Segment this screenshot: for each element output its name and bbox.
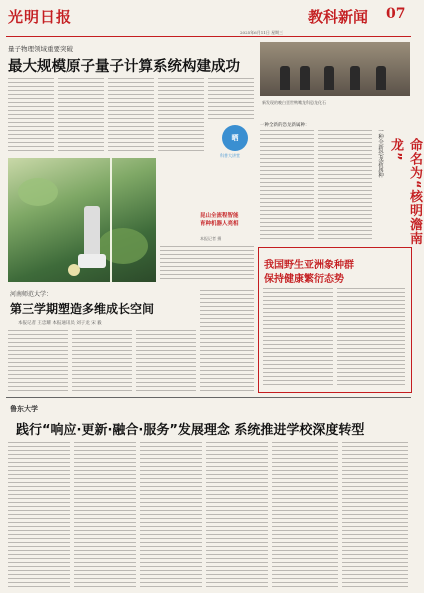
lead-kicker: 量子物理领域重要突破 xyxy=(8,45,73,53)
dinosaur-photo-caption: 新发现的晚白垩世鸭嘴龙科恐龙化石 xyxy=(262,100,326,105)
elephant-headline-line1: 我国野生亚洲象种群 xyxy=(264,260,354,271)
bottom-body-col5 xyxy=(272,442,338,588)
mid-body-col2 xyxy=(72,330,132,392)
mid-body-col3 xyxy=(136,330,196,392)
photo-side-text xyxy=(160,246,254,282)
section-title: 教科新闻 xyxy=(308,8,369,26)
mid-kicker: 河南师范大学： xyxy=(10,291,53,298)
mid-byline: 本报记者 王忠耀 本报通讯员 刘子龙 宋 毅 xyxy=(18,321,102,326)
bottom-body-col4 xyxy=(206,442,268,588)
lead-body-col2 xyxy=(58,78,104,154)
mid-body-col4 xyxy=(200,290,254,392)
bottom-body-col6 xyxy=(342,442,408,588)
lead-body-col1 xyxy=(8,78,54,154)
lead-body-col4 xyxy=(158,78,204,154)
dinosaur-vertical-headline: 一种全新恐龙新属种 命名为“核明澹南龙” xyxy=(377,128,422,246)
mid-body-col1 xyxy=(8,330,68,392)
lead-body-col3 xyxy=(108,78,154,154)
elephant-body-col1 xyxy=(263,288,333,386)
lead-body-col5 xyxy=(208,78,254,122)
bottom-body-col3 xyxy=(140,442,202,588)
photo-credit: 本报记者 摄 xyxy=(200,236,222,241)
dateline: 2025年6月11日 星期三 xyxy=(240,30,284,35)
masthead: 光明日报 xyxy=(8,8,73,26)
elephant-headline-line2: 保持健康繁衍态势 xyxy=(264,274,344,285)
lead-headline[interactable]: 最大规模原子量子计算系统构建成功 xyxy=(8,59,240,75)
bottom-headline[interactable]: 践行“响应·更新·融合·服务”发展理念 系统推进学校深度转型 xyxy=(16,423,365,438)
bottom-body-col2 xyxy=(74,442,136,588)
elephant-body-col2 xyxy=(337,288,405,386)
dinosaur-kicker: 一种全新的恐龙新属种： xyxy=(260,123,310,128)
science-badge: 晒 xyxy=(222,125,248,151)
robot-photo xyxy=(8,158,156,282)
mid-headline[interactable]: 第三学期塑造多维成长空间 xyxy=(10,302,155,316)
bottom-body-col1 xyxy=(8,442,70,588)
dinosaur-body-col1 xyxy=(260,130,314,242)
header-rule xyxy=(6,36,411,37)
photo-caption: 昆山全流程智能 育种机器人亮相 xyxy=(200,213,239,227)
dinosaur-fossil-photo xyxy=(260,42,410,96)
page-number: 07 xyxy=(386,6,406,22)
bottom-kicker: 鲁东大学 xyxy=(10,405,38,413)
section-divider xyxy=(6,397,411,398)
dinosaur-body-col2 xyxy=(318,130,372,242)
science-badge-label: 科普大讲堂 xyxy=(220,153,240,158)
